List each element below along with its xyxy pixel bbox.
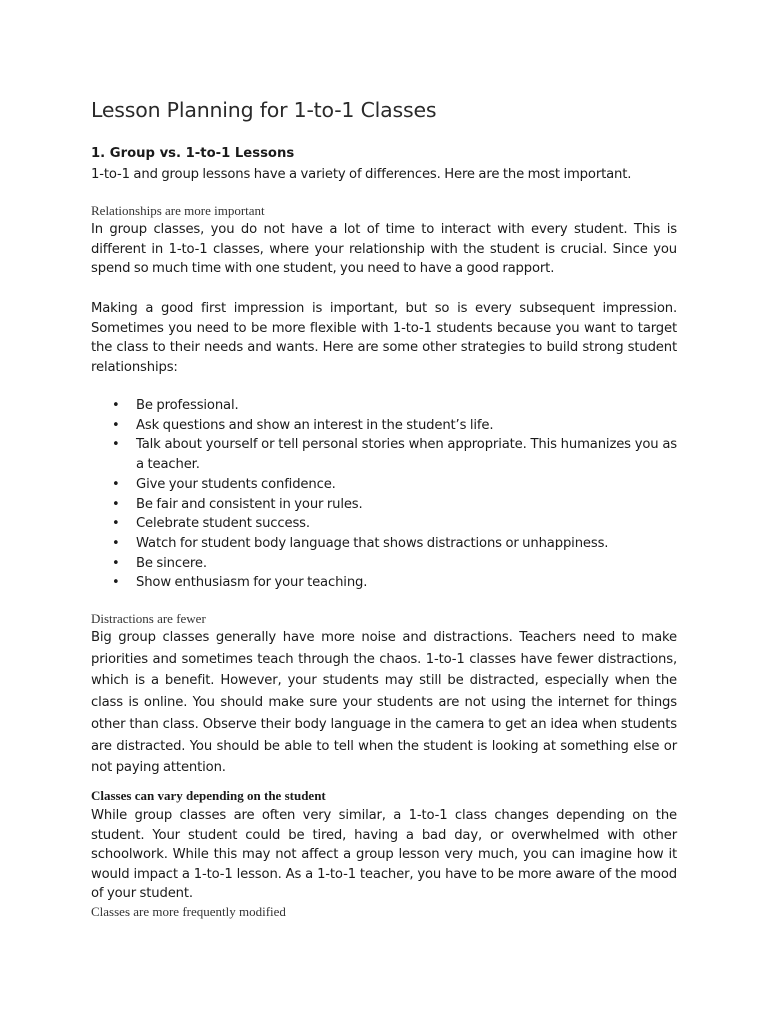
subheading-modified: Classes are more frequently modified [91, 904, 286, 919]
list-item-text: Be professional. [136, 398, 239, 413]
vary-paragraph: While group classes are often very similar, a 1-to-1 class changes depending on the student. Your student could be tired, having a bad day, or overwhelmed with other schoolwork. While this may not affect a group lesson very much, you can imagine how it would impact a 1-to-1 lesson. As a 1-to-1 teacher, you have to be more aware of the mood of your student. [91, 808, 677, 901]
section-heading: 1. Group vs. 1-to-1 Lessons [91, 146, 295, 161]
list-item [91, 475, 677, 495]
bullet-glyph: • [112, 516, 120, 532]
relationships-paragraph-2: Making a good first impression is important, but so is every subsequent impression. Sometimes you need to be more flexible with 1-to-1 students because you want to target the class to their needs and wants. Here are some other strategies to build strong student relationships: [91, 301, 677, 375]
relationship-strategies-list [91, 396, 677, 593]
subheading-distractions: Distractions are fewer [91, 611, 206, 626]
list-item [91, 514, 677, 534]
list-item-text: Be fair and consistent in your rules. [136, 496, 363, 512]
list-item-text: Be sincere. [136, 555, 207, 571]
distractions-paragraph: Big group classes generally have more noise and distractions. Teachers need to make priorities and sometimes teach through the chaos. 1-to-1 classes have fewer distractions, which is a benefit. However, your students may still be distracted, especially when the class is online. You should make sure your students are not using the internet for things other than class. Observe their body language in the camera to get an idea when students are distracted. You should be able to tell when the student is looking at something else or not paying attention. [91, 630, 677, 776]
list-item [91, 573, 677, 593]
intro-paragraph: 1-to-1 and group lessons have a variety of differences. Here are the most important. [91, 167, 632, 182]
list-item [91, 554, 677, 574]
bullet-glyph: • [112, 398, 120, 413]
list-item-text: Celebrate student success. [136, 516, 310, 532]
relationships-paragraph-1: In group classes, you do not have a lot of time to interact with every student. This is different in 1-to-1 classes, where your relationship with the student is crucial. Since you spend so much time with one student, you need to have a good rapport. [91, 222, 677, 276]
list-item-text: Show enthusiasm for your teaching. [136, 575, 368, 591]
subheading-vary: Classes can vary depending on the student [91, 788, 326, 803]
subheading-relationships: Relationships are more important [91, 203, 265, 218]
list-item-text: Give your students confidence. [136, 476, 336, 492]
list-item [91, 534, 677, 554]
bullet-glyph: • [112, 417, 120, 433]
bullet-glyph: • [112, 555, 120, 571]
bullet-glyph: • [112, 535, 120, 551]
document-title: Lesson Planning for 1-to-1 Classes [91, 98, 437, 122]
list-item-text: Watch for student body language that shows distractions or unhappiness. [136, 535, 609, 551]
list-item [91, 435, 677, 474]
bullet-glyph: • [112, 476, 120, 492]
list-item [91, 396, 677, 416]
bullet-glyph: • [112, 437, 120, 453]
list-item [91, 495, 677, 515]
list-item-text: Talk about yourself or tell personal stories when appropriate. This humanizes you as a teacher. [136, 437, 677, 473]
list-item [91, 416, 677, 436]
bullet-glyph: • [112, 575, 120, 591]
list-item-text: Ask questions and show an interest in the student’s life. [136, 417, 494, 433]
bullet-glyph: • [112, 496, 120, 512]
